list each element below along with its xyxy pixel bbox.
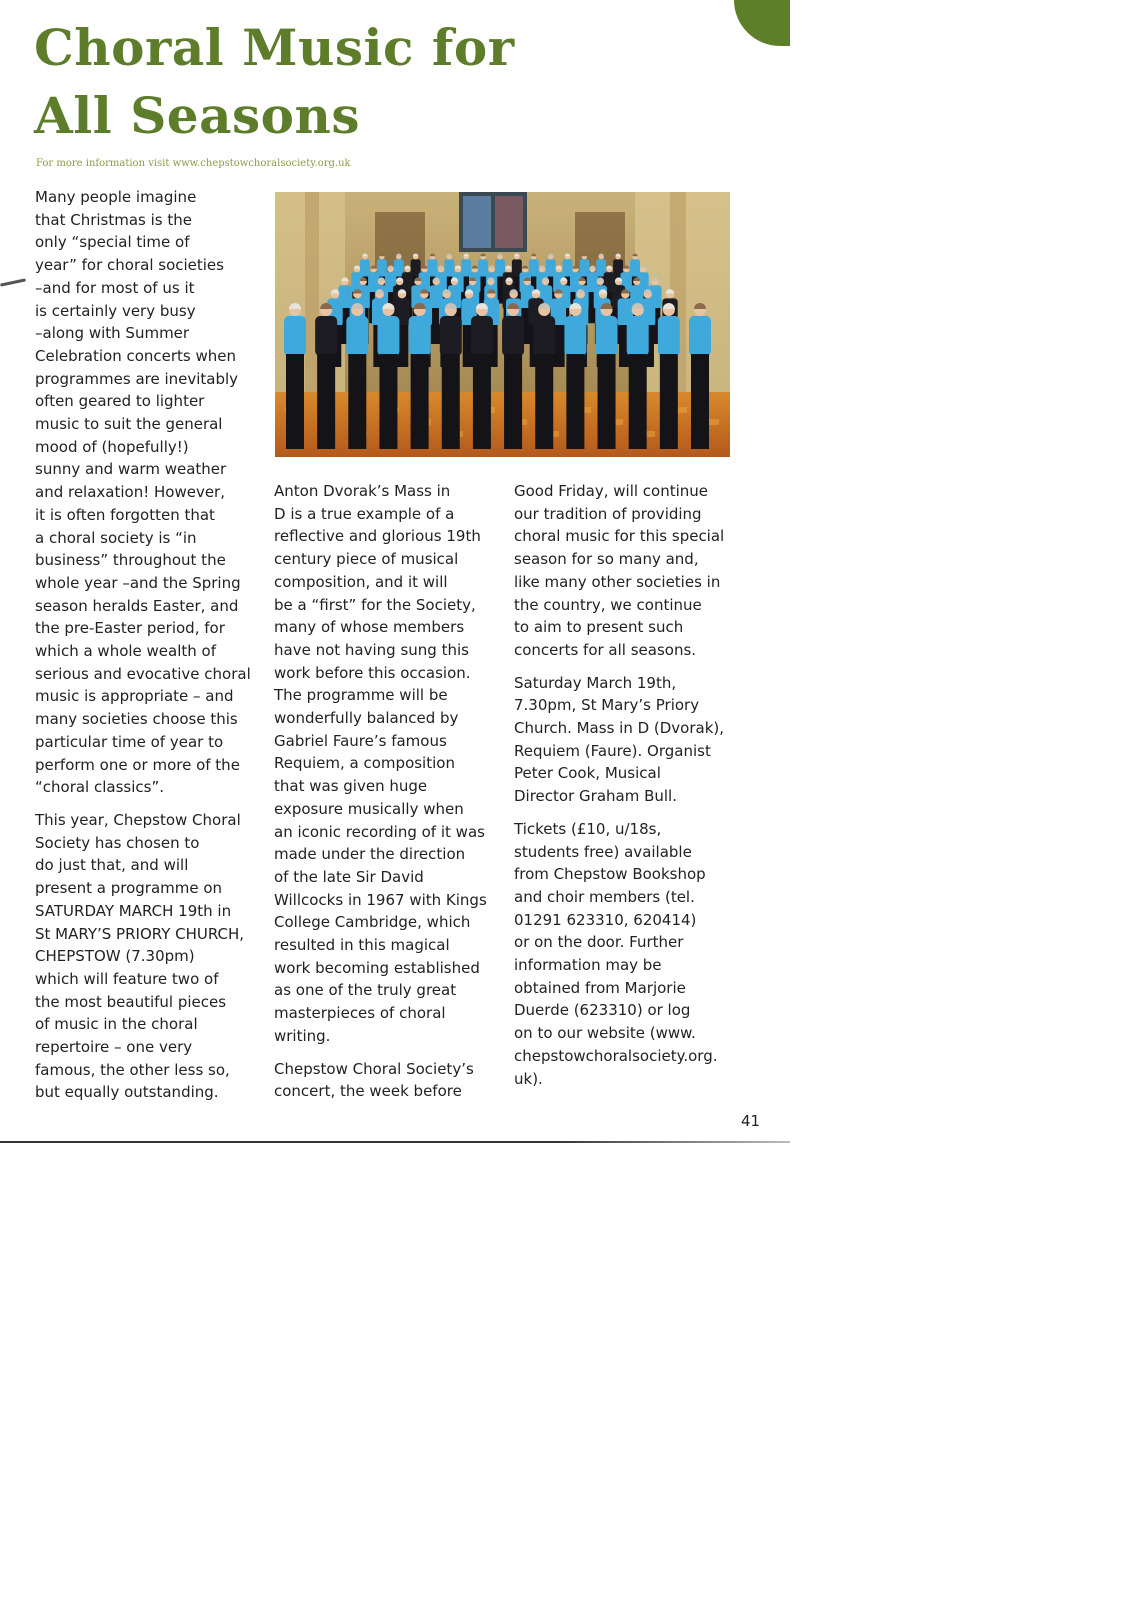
col1-paragraph-2: This year, Chepstow Choral Society has chosen to do just that, and will present a programme on SATURDAY MARCH 19th in St MARY’S PRIORY CHURCH, CHEPSTOW (7.30pm) which will feature two of the most beautiful pieces of music in the choral repertoire – one very famous, the other less so, but equally outstanding.: [35, 810, 245, 1102]
page-bottom-rule: [0, 1141, 790, 1143]
column-1: [35, 186, 255, 1114]
col2-paragraph-1: Anton Dvorak’s Mass in D is a true example of a reflective and glorious 19th century piece of musical composition, and it will be a “first” for the Society, many of whose members have not having sung this work before this occasion. The programme will be wonderfully balanced by Gabriel Faure’s famous Requiem, a composition that was given huge exposure musically when an iconic recording of it was made under the direction of the late Sir David Willcocks in 1967 with Kings College Cambridge, which resulted in this magical work becoming established as one of the truly great masterpieces of choral writing.: [274, 482, 487, 1045]
title-line-1: Choral Music for: [34, 18, 515, 77]
info-line: For more information visit www.chepstowchoralsociety.org.uk: [36, 158, 351, 169]
col3-paragraph-2: Saturday March 19th, 7.30pm, St Mary’s Priory Church. Mass in D (Dvorak), Requiem (Faure). Organist Peter Cook, Musical Director Graham Bull.: [514, 673, 725, 806]
choir-photo: [275, 192, 730, 457]
choir-photo-image: [275, 192, 730, 457]
scan-mark: [0, 278, 26, 286]
corner-tab-decoration: [734, 0, 790, 46]
article-title: [34, 14, 515, 150]
col2-paragraph-2: Chepstow Choral Society’s concert, the week before: [274, 1059, 474, 1101]
title-line-2: All Seasons: [34, 86, 361, 145]
col3-paragraph-3: Tickets (£10, u/18s, students free) available from Chepstow Bookshop and choir members (tel. 01291 623310, 620414) or on the door. Further information may be obtained from Marjorie Duerde (623310) or log on to our website (www. chepstowchoralsociety.org. uk).: [514, 819, 718, 1088]
col1-paragraph-1: Many people imagine that Christmas is the only “special time of year” for choral societies –and for most of us it is certainly very busy –along with Summer Celebration concerts when programmes are inevitably often geared to lighter music to suit the general mood of (hopefully!) sunny and warm weather and relaxation! However, it is often forgotten that a choral society is “in business” throughout the whole year –and the Spring season heralds Easter, and the pre-Easter period, for which a whole wealth of serious and evocative choral music is appropriate – and many societies choose this particular time of year to perform one or more of the “choral classics”.: [35, 188, 251, 797]
column-3: [514, 480, 734, 1100]
col3-paragraph-1: Good Friday, will continue our tradition of providing choral music for this special season for so many and, like many other societies in the country, we continue to aim to present such concerts for all seasons.: [514, 482, 725, 659]
page-number: 41: [741, 1112, 761, 1130]
column-2: [274, 480, 494, 1113]
